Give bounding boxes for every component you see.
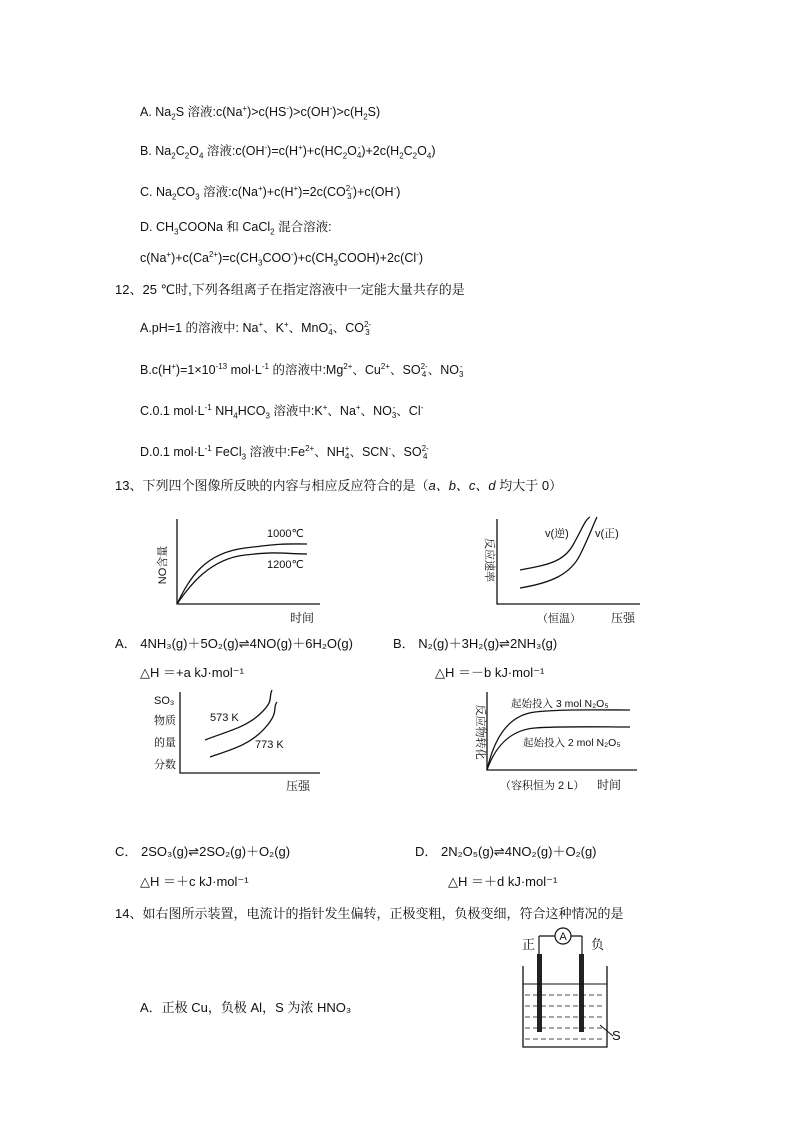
positive-electrode	[537, 954, 542, 1032]
graph-b-xlabel: 压强	[611, 611, 636, 625]
graph-d-ylabel: 反应物转化	[474, 704, 486, 760]
q13-option-a-dh: △H ＝+a kJ·mol⁻¹	[140, 665, 244, 680]
q13-option-d-dh: △H ＝＋d kJ·mol⁻¹	[448, 874, 558, 889]
graph-d	[465, 690, 645, 800]
graph-c	[150, 690, 330, 800]
positive-label: 正	[522, 937, 536, 952]
negative-label: 负	[591, 937, 605, 952]
q12-option-c: C.0.1 $mol\cdot L^{-1}$ $NH_4HCO_3$ 溶液中:K+、Na+、NO- 3、Cl-	[140, 402, 424, 421]
q11-option-b: B. $Na_2C_2O_4$ 溶液$:c(OH^-)=c(H^+)+c(HC_2O-$ $4)+2c(H_2C_2O_4)$	[140, 142, 436, 161]
solution-label: S	[612, 1028, 621, 1043]
q13-option-b-equation: B． N₂(g)＋3H₂(g)⇌2NH₃(g)	[393, 636, 558, 651]
graph-a-xlabel: 时间	[290, 611, 315, 625]
graph-d-label-3mol: 起始投入 3 mol N₂O₅	[511, 698, 609, 710]
graph-c-ylabel-4: 分数	[154, 759, 176, 771]
graph-a-ylabel: NO含量	[157, 545, 169, 585]
q14-option-a: A．正极 Cu，负极 Al，S 为浓 HNO₃	[140, 1000, 352, 1015]
q13-option-c-equation: C． 2SO₃(g)⇌2SO₂(g)＋O₂(g)	[115, 844, 291, 859]
graph-a-label-1200: 1200℃	[267, 559, 304, 571]
q13-option-d-equation: D． 2N₂O₅(g)⇌4NO₂(g)＋O₂(g)	[415, 844, 597, 859]
graph-c-ylabel-1: SO₃	[154, 695, 175, 707]
q11-option-a: A. $Na_2S$ 溶液$:c(Na^+)>c(HS^-)>c(OH^-)>c(H_2S)$	[140, 103, 381, 122]
graph-b-curve-reverse	[520, 517, 590, 570]
graph-c-label-773: 773 K	[255, 739, 284, 751]
graph-a-label-1000: 1000℃	[267, 528, 304, 540]
wires	[539, 936, 582, 1028]
q12-option-d: D.0.1 $mol\cdot L^{-1}$ FeCl$_3$ 溶液中$:Fe^{2+}$、NH+ 4、SCN-、SO2- 4	[140, 443, 429, 462]
q13-option-b-dh: △H ＝－b kJ·mol⁻¹	[435, 665, 545, 680]
graph-c-label-573: 573 K	[210, 712, 239, 724]
q13-option-a-equation: A． 4NH₃(g)＋5O₂(g)⇌4NO(g)＋6H₂O(g)	[115, 636, 353, 651]
q13-option-c-dh: △H ＝＋c kJ·mol⁻¹	[140, 874, 249, 889]
graph-a	[155, 515, 335, 630]
graph-b	[475, 515, 655, 630]
graph-d-label-2mol: 起始投入 2 mol N₂O₅	[523, 737, 621, 749]
q12-option-a: A.pH=1 的溶液中: Na+、K+、MnO- 4、CO2- 3	[140, 319, 372, 337]
graph-c-ylabel-3: 的量	[154, 737, 176, 749]
negative-electrode	[579, 954, 584, 1032]
q11-option-c: C. $Na_2CO_3$ 溶液:c(Na+)+c(H+)=2c(CO2- 3)+c(OH-)	[140, 183, 401, 202]
q13-stem: 13、下列四个图像所反映的内容与相应反应符合的是（a、b、c、d 均大于 0）	[115, 478, 563, 493]
graph-d-note: （容积恒为 2 L）	[500, 780, 585, 792]
beaker	[523, 966, 607, 1047]
graph-d-xlabel: 时间	[597, 778, 622, 792]
q11-option-d-line1: D. $CH_3COONa$ 和 CaCl$_2$ 混合溶液:	[140, 220, 332, 237]
graph-c-ylabel-2: 物质	[154, 715, 176, 727]
q12-stem: 12、25 ℃时,下列各组离子在指定溶液中一定能大量共存的是	[115, 282, 465, 297]
graph-b-ylabel: 反应速率	[483, 538, 495, 582]
q14-stem: 14、如右图所示装置，电流计的指针发生偏转，正极变粗，负极变细，符合这种情况的是	[115, 906, 624, 921]
galvanic-cell-figure	[515, 924, 625, 1054]
graph-b-label-forward: v(正)	[595, 528, 619, 540]
q12-option-b: $B.c(H^+)=1\times 10^{-13}$ $mol\cdot L^{-1}$ 的溶液中$:Mg^{2+}$、$Cu^{2+}$、SO2- 4、NO- 3	[140, 361, 464, 379]
graph-c-axes	[180, 692, 320, 773]
graph-c-xlabel: 压强	[286, 779, 311, 793]
graph-b-note: （恒温）	[537, 613, 581, 625]
graph-b-label-reverse: v(逆)	[545, 528, 569, 540]
ammeter-label: A	[559, 931, 567, 943]
q11-option-d-line2: $c(Na^+)+c(Ca^{2+})=c(CH_3COO^-)+c(CH_3COOH)+2c(Cl^-)$	[140, 249, 423, 268]
